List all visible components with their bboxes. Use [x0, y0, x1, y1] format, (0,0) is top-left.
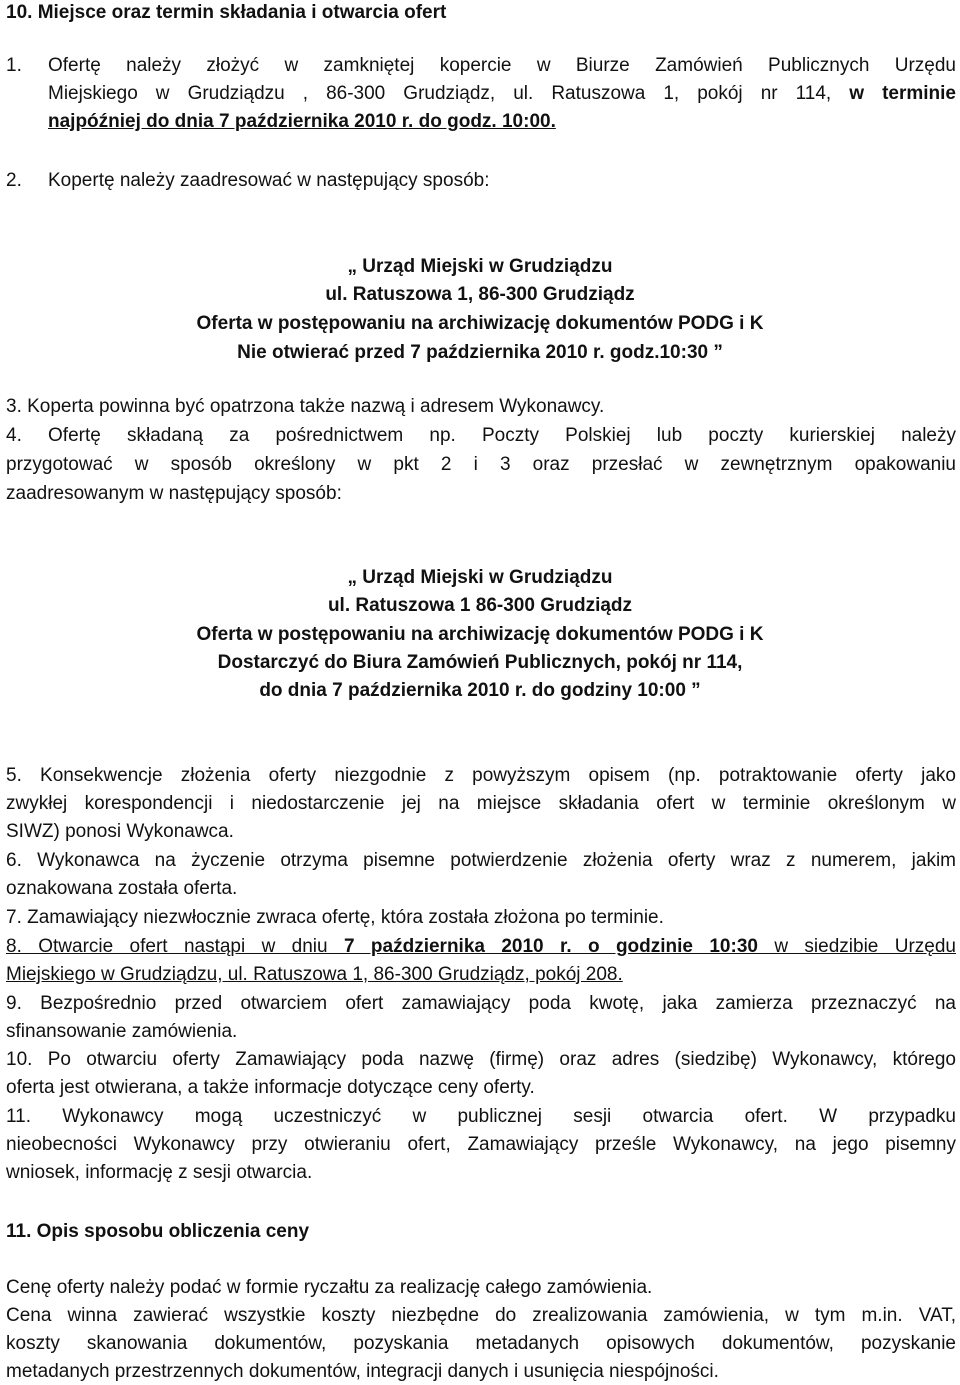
- paragraph-10-line-2: oferta jest otwierana, a także informacje dotyczące ceny oferty.: [6, 1077, 535, 1098]
- section-heading-11: 11. Opis sposobu obliczenia ceny: [6, 1221, 310, 1242]
- paragraph-3: 3. Koperta powinna być opatrzona także nazwą i adresem Wykonawcy.: [6, 396, 605, 417]
- paragraph-6-line-1: 6. Wykonawca na życzenie otrzyma pisemne potwierdzenie złożenia oferty wraz z numerem, jakim: [6, 850, 956, 871]
- paragraph-8-line-2: Miejskiego w Grudziądzu, ul. Ratuszowa 1, 86-300 Grudziądz, pokój 208.: [6, 964, 623, 985]
- address-2-line-1: „ Urząd Miejski w Grudziądzu: [347, 567, 613, 588]
- paragraph-1-text: Miejskiego w Grudziądzu , 86-300 Grudziądz, ul. Ratuszowa 1, pokój nr 114,: [48, 83, 850, 104]
- address-2-line-4: Dostarczyć do Biura Zamówień Publicznych, pokój nr 114,: [217, 652, 743, 673]
- paragraph-5-line-3: SIWZ) ponosi Wykonawca.: [6, 821, 234, 842]
- paragraph-9-line-1: 9. Bezpośrednio przed otwarciem ofert zamawiający poda kwotę, jaka zamierza przeznaczyć na: [6, 993, 956, 1014]
- paragraph-5-line-2: zwykłej korespondencji i niedostarczenie jej na miejsce składania ofert w terminie określonym w: [6, 793, 956, 814]
- address-1-line-4: Nie otwierać przed 7 października 2010 r. godz.10:30 ”: [237, 342, 723, 363]
- paragraph-8-line-1: [6, 934, 956, 960]
- paragraph-8-text: 8. Otwarcie ofert nastąpi w dniu: [6, 936, 344, 957]
- section-heading-10: 10. Miejsce oraz termin składania i otwarcia ofert: [6, 2, 447, 23]
- paragraph-2: Kopertę należy zaadresować w następujący sposób:: [48, 170, 490, 191]
- paragraph-8-date: 7 października 2010 r. o godzinie 10:30: [343, 936, 758, 957]
- paragraph-11-line-1: 11. Wykonawcy mogą uczestniczyć w publicznej sesji otwarcia ofert. W przypadku: [6, 1106, 956, 1127]
- address-1-line-3: Oferta w postępowaniu na archiwizację dokumentów PODG i K: [196, 313, 764, 334]
- paragraph-1-line-2: [48, 81, 956, 107]
- price-paragraph-1: Cenę oferty należy podać w formie ryczałtu za realizację całego zamówienia.: [6, 1277, 653, 1298]
- paragraph-5-line-1: 5. Konsekwencje złożenia oferty niezgodnie z powyższym opisem (np. potraktowanie oferty jako: [6, 765, 956, 786]
- address-2-line-5: do dnia 7 października 2010 r. do godziny 10:00 ”: [259, 680, 701, 701]
- paragraph-1-deadline: w terminie: [849, 83, 956, 104]
- address-1-line-2: ul. Ratuszowa 1, 86-300 Grudziądz: [325, 284, 635, 305]
- item-number: 2.: [6, 170, 22, 191]
- address-2-line-2: ul. Ratuszowa 1 86-300 Grudziądz: [327, 595, 633, 616]
- paragraph-1-line-3: najpóźniej do dnia 7 października 2010 r. do godz. 10:00.: [48, 111, 556, 132]
- price-paragraph-2-line-1: Cena winna zawierać wszystkie koszty niezbędne do zrealizowania zamówienia, w tym m.in. VAT,: [6, 1305, 956, 1326]
- paragraph-8-place: w siedzibie Urzędu: [757, 936, 956, 957]
- address-1-line-1: „ Urząd Miejski w Grudziądzu: [347, 256, 613, 277]
- paragraph-7: 7. Zamawiający niezwłocznie zwraca ofertę, która została złożona po terminie.: [6, 907, 664, 928]
- paragraph-4-line-1: 4. Ofertę składaną za pośrednictwem np. Poczty Polskiej lub poczty kurierskiej należy: [6, 425, 956, 446]
- item-number: 1.: [6, 55, 22, 76]
- paragraph-6-line-2: oznakowana została oferta.: [6, 878, 238, 899]
- paragraph-4-line-3: zaadresowanym w następujący sposób:: [6, 483, 342, 504]
- paragraph-11-line-3: wniosek, informację z sesji otwarcia.: [6, 1162, 313, 1183]
- paragraph-9-line-2: sfinansowanie zamówienia.: [6, 1021, 238, 1042]
- address-2-line-3: Oferta w postępowaniu na archiwizację dokumentów PODG i K: [196, 624, 764, 645]
- paragraph-11-line-2: nieobecności Wykonawcy przy otwieraniu ofert, Zamawiający prześle Wykonawcy, na jego pisemny: [6, 1134, 956, 1155]
- paragraph-10-line-1: 10. Po otwarciu oferty Zamawiający poda nazwę (firmę) oraz adres (siedzibę) Wykonawcy, którego: [6, 1049, 956, 1070]
- price-paragraph-2-line-2: koszty skanowania dokumentów, pozyskania metadanych opisowych dokumentów, pozyskanie: [6, 1333, 956, 1354]
- price-paragraph-2-line-3: metadanych przestrzennych dokumentów, integracji danych i usunięcia niespójności.: [6, 1361, 719, 1382]
- paragraph-4-line-2: przygotować w sposób określony w pkt 2 i 3 oraz przesłać w zewnętrznym opakowaniu: [6, 454, 956, 475]
- paragraph-1-line-1: Ofertę należy złożyć w zamkniętej kopercie w Biurze Zamówień Publicznych Urzędu: [48, 55, 956, 76]
